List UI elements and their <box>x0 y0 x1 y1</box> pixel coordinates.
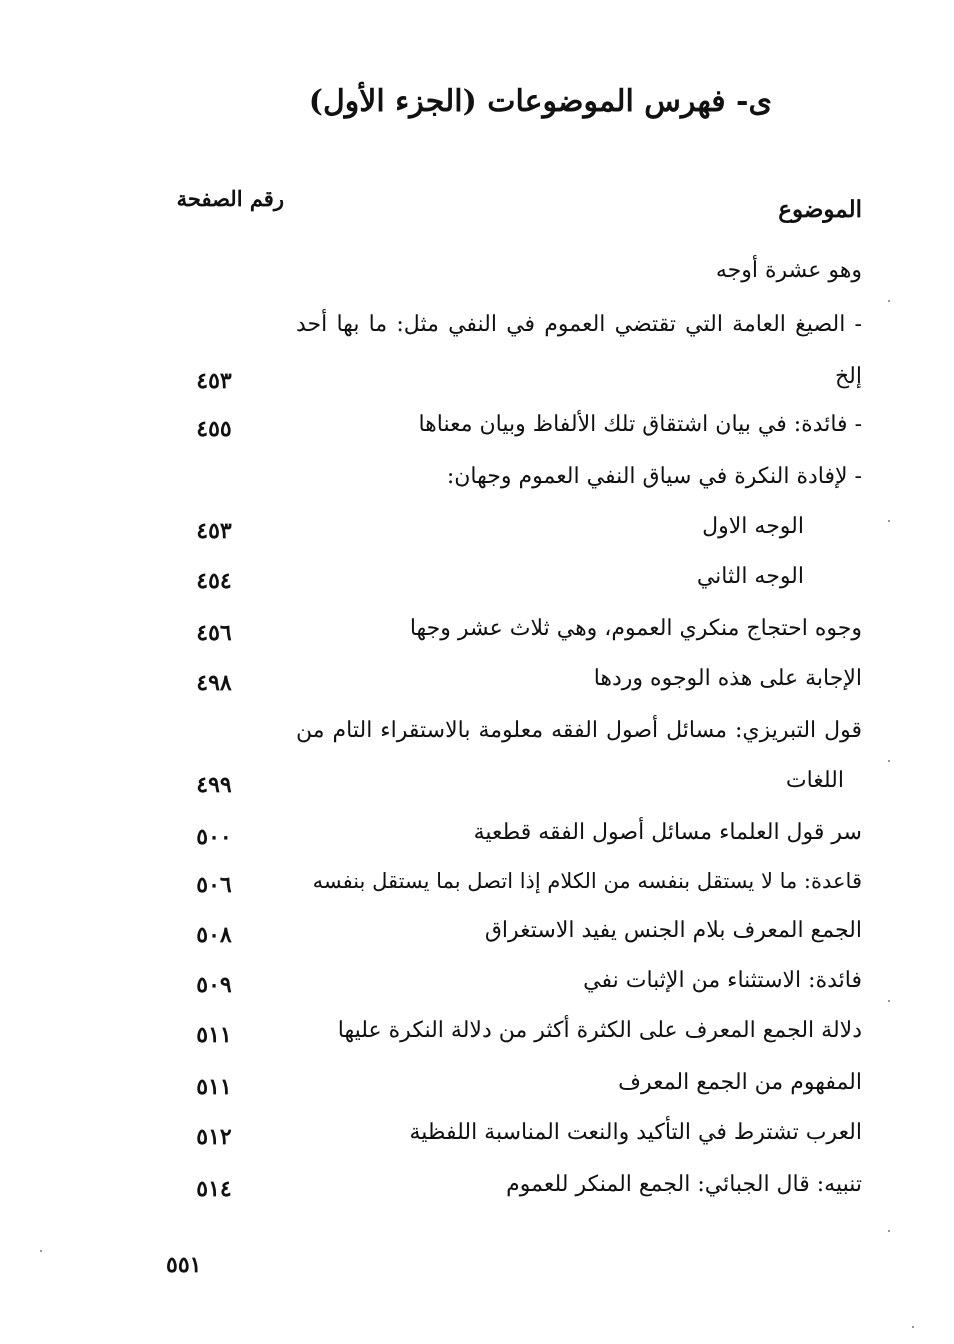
index-entry-text: قاعدة: ما لا يستقل بنفسه من الكلام إذا اتصل بما يستقل بنفسه <box>312 869 862 893</box>
index-entry-text: العرب تشترط في التأكيد والنعت المناسبة اللفظية <box>409 1120 862 1145</box>
index-entry-text: - الصيغ العامة التي تقتضي العموم في النفي مثل: ما بها أحد <box>296 312 862 337</box>
index-entry-page: ٥١٢ <box>196 1124 232 1150</box>
index-entry-text: قول التبريزي: مسائل أصول الفقه معلومة بالاستقراء التام من <box>296 718 862 743</box>
column-header-topic: الموضوع <box>778 196 862 223</box>
index-entry-page: ٤٩٨ <box>196 670 232 696</box>
index-entry-text: الجمع المعرف بلام الجنس يفيد الاستغراق <box>484 918 862 943</box>
column-header-page-number: رقم الصفحة <box>176 186 284 211</box>
index-entry-page: ٤٥٥ <box>196 416 232 442</box>
index-entry-text: تنبيه: قال الجبائي: الجمع المنكر للعموم <box>506 1172 862 1197</box>
page-title: ى- فهرس الموضوعات (الجزء الأول) <box>308 84 772 119</box>
index-entry-page: ٥٠٠ <box>196 824 232 850</box>
index-entry-text: الوجه الثاني <box>696 564 804 589</box>
index-entry-text: اللغات <box>785 768 844 793</box>
index-entry-text: وجوه احتجاج منكري العموم، وهي ثلاث عشر وجها <box>409 616 862 641</box>
index-entry-page: ٥٠٩ <box>196 972 232 998</box>
index-entry-text: وهو عشرة أوجه <box>715 258 862 283</box>
index-entry-text: دلالة الجمع المعرف على الكثرة أكثر من دلالة النكرة عليها <box>337 1018 862 1043</box>
index-entry-text: فائدة: الاستثناء من الإثبات نفي <box>583 968 862 993</box>
index-entry-page: ٤٥٦ <box>196 620 232 646</box>
index-entry-text: الوجه الاول <box>702 514 804 539</box>
index-entry-page: ٥٠٨ <box>196 922 232 948</box>
index-entry-page: ٤٥٤ <box>196 568 232 594</box>
scan-speck <box>40 1250 42 1252</box>
scan-speck <box>888 300 890 302</box>
scan-speck <box>888 1000 890 1002</box>
index-entry-page: ٤٩٩ <box>196 772 232 798</box>
index-entry-text: إلخ <box>834 364 862 389</box>
index-entry-text: سر قول العلماء مسائل أصول الفقه قطعية <box>473 820 862 845</box>
index-entry-page: ٥١١ <box>196 1022 232 1048</box>
scan-speck <box>888 760 890 762</box>
index-entry-page: ٥١١ <box>196 1074 232 1100</box>
page-folio-number: ٥٥١ <box>166 1252 202 1278</box>
index-entry-page: ٤٥٣ <box>196 518 232 544</box>
index-entry-text: - لإفادة النكرة في سياق النفي العموم وجهان: <box>446 464 862 489</box>
index-entry-text: - فائدة: في بيان اشتقاق تلك الألفاظ وبيان معناها <box>418 412 862 437</box>
index-entry-text: الإجابة على هذه الوجوه وردها <box>593 666 862 691</box>
index-entry-text: المفهوم من الجمع المعرف <box>618 1070 862 1095</box>
index-entry-page: ٤٥٣ <box>196 368 232 394</box>
index-entry-page: ٥٠٦ <box>196 872 232 898</box>
index-entry-page: ٥١٤ <box>196 1176 232 1202</box>
scan-speck <box>888 520 890 522</box>
scan-speck <box>912 1326 914 1328</box>
scan-speck <box>888 1230 890 1232</box>
